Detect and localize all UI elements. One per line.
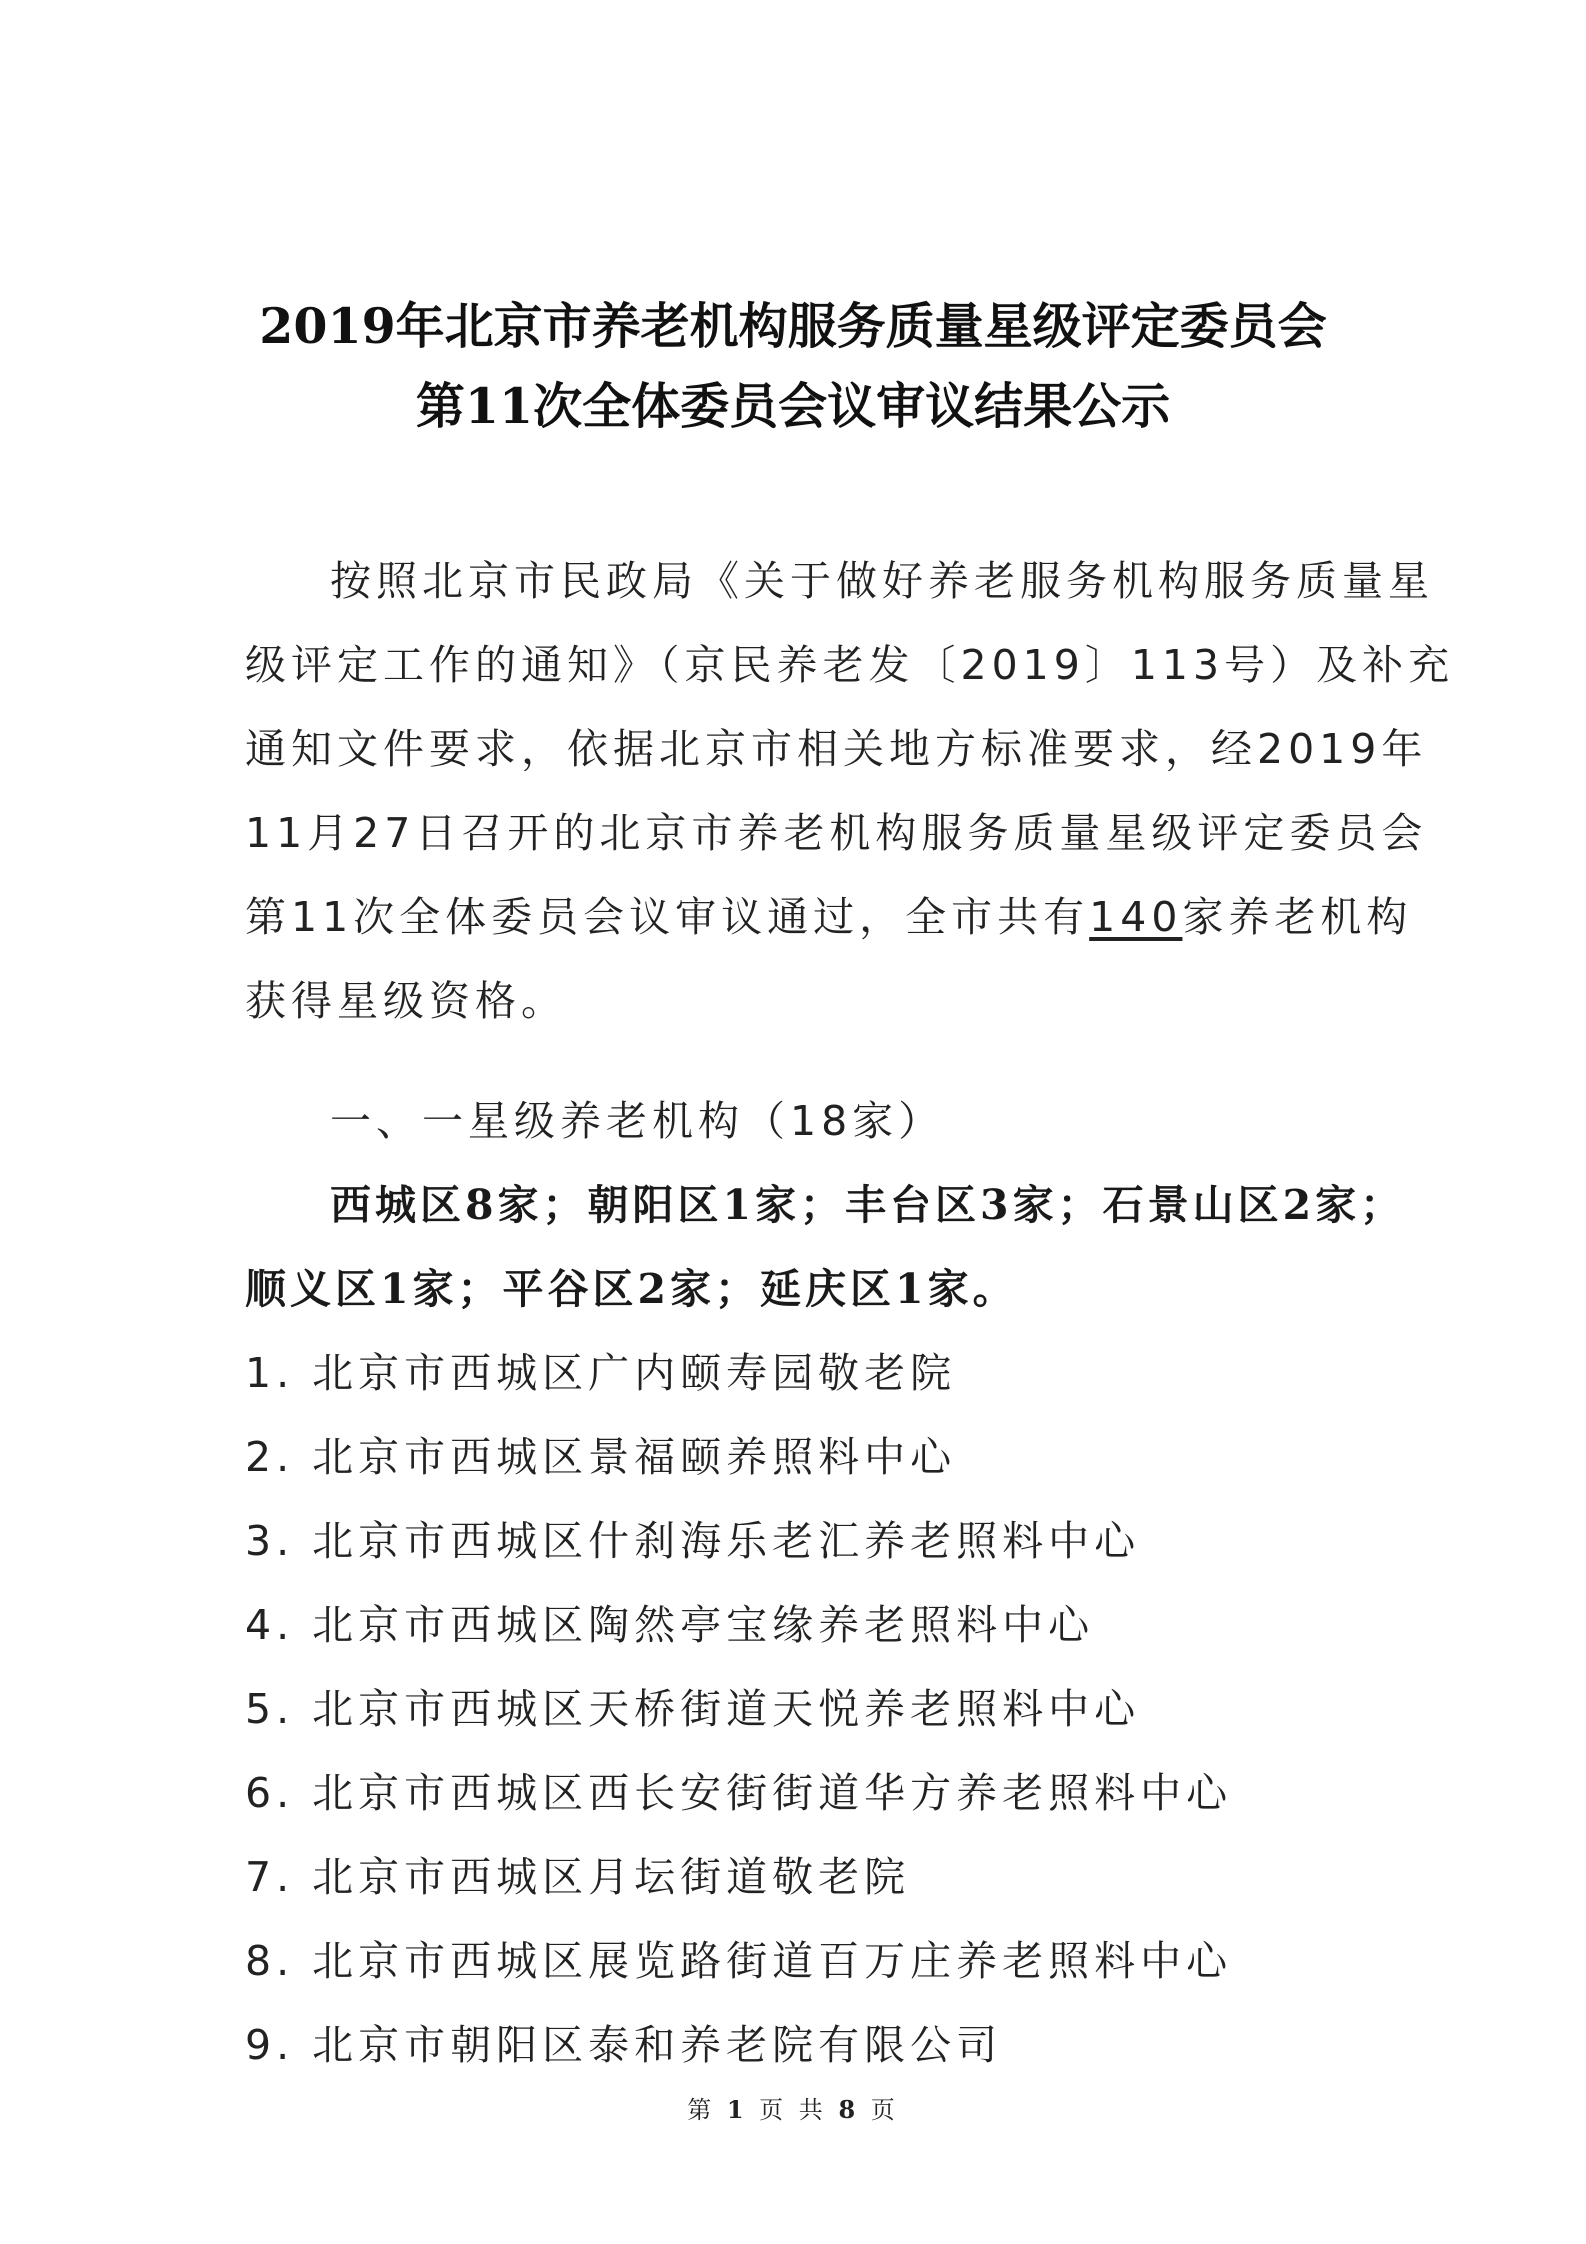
- list-item: 4. 北京市西城区陶然亭宝缘养老照料中心: [245, 1601, 1095, 1649]
- intro-line-2: 级评定工作的通知》（京民养老发〔2019〕113号）及补充: [245, 641, 1455, 689]
- section-heading-one-star: 一、一星级养老机构（18家）: [330, 1097, 945, 1145]
- total-page-count: 8: [838, 2095, 860, 2124]
- intro-line-5-prefix: 第11次全体委员会议审议通过，全市共有: [245, 893, 1090, 941]
- footer-suffix: 页: [870, 2096, 899, 2124]
- intro-line-6: 获得星级资格。: [245, 977, 567, 1025]
- intro-line-5: [245, 884, 1412, 943]
- intro-line-3: 通知文件要求，依据北京市相关地方标准要求，经2019年: [245, 725, 1428, 773]
- district-summary-line-2: 顺义区1家；平谷区2家；延庆区1家。: [245, 1265, 1018, 1313]
- list-item: 8. 北京市西城区展览路街道百万庄养老照料中心: [245, 1937, 1233, 1985]
- document-title-line-2: 第11次全体委员会议审议结果公示: [415, 377, 1171, 435]
- page-footer: [0, 2090, 1586, 2125]
- list-item: 1. 北京市西城区广内颐寿园敬老院: [245, 1349, 957, 1397]
- footer-middle: 页 共: [759, 2096, 827, 2124]
- institution-count: 140: [1089, 893, 1183, 941]
- list-item: 6. 北京市西城区西长安街街道华方养老照料中心: [245, 1769, 1233, 1817]
- intro-line-5-suffix: 家养老机构: [1182, 893, 1413, 941]
- footer-prefix: 第: [687, 2096, 716, 2124]
- list-item: 5. 北京市西城区天桥街道天悦养老照料中心: [245, 1685, 1141, 1733]
- district-summary-line-1: 西城区8家；朝阳区1家；丰台区3家；石景山区2家；: [330, 1181, 1406, 1229]
- intro-line-4: 11月27日召开的北京市养老机构服务质量星级评定委员会: [245, 809, 1428, 857]
- list-item: 2. 北京市西城区景福颐养照料中心: [245, 1433, 957, 1481]
- list-item: 3. 北京市西城区什刹海乐老汇养老照料中心: [245, 1517, 1141, 1565]
- intro-line-1: 按照北京市民政局《关于做好养老服务机构服务质量星: [330, 557, 1434, 605]
- current-page-number: 1: [726, 2095, 748, 2124]
- list-item: 7. 北京市西城区月坛街道敬老院: [245, 1853, 911, 1901]
- list-item: 9. 北京市朝阳区泰和养老院有限公司: [245, 2021, 1003, 2069]
- document-title-line-1: 2019年北京市养老机构服务质量星级评定委员会: [259, 297, 1327, 355]
